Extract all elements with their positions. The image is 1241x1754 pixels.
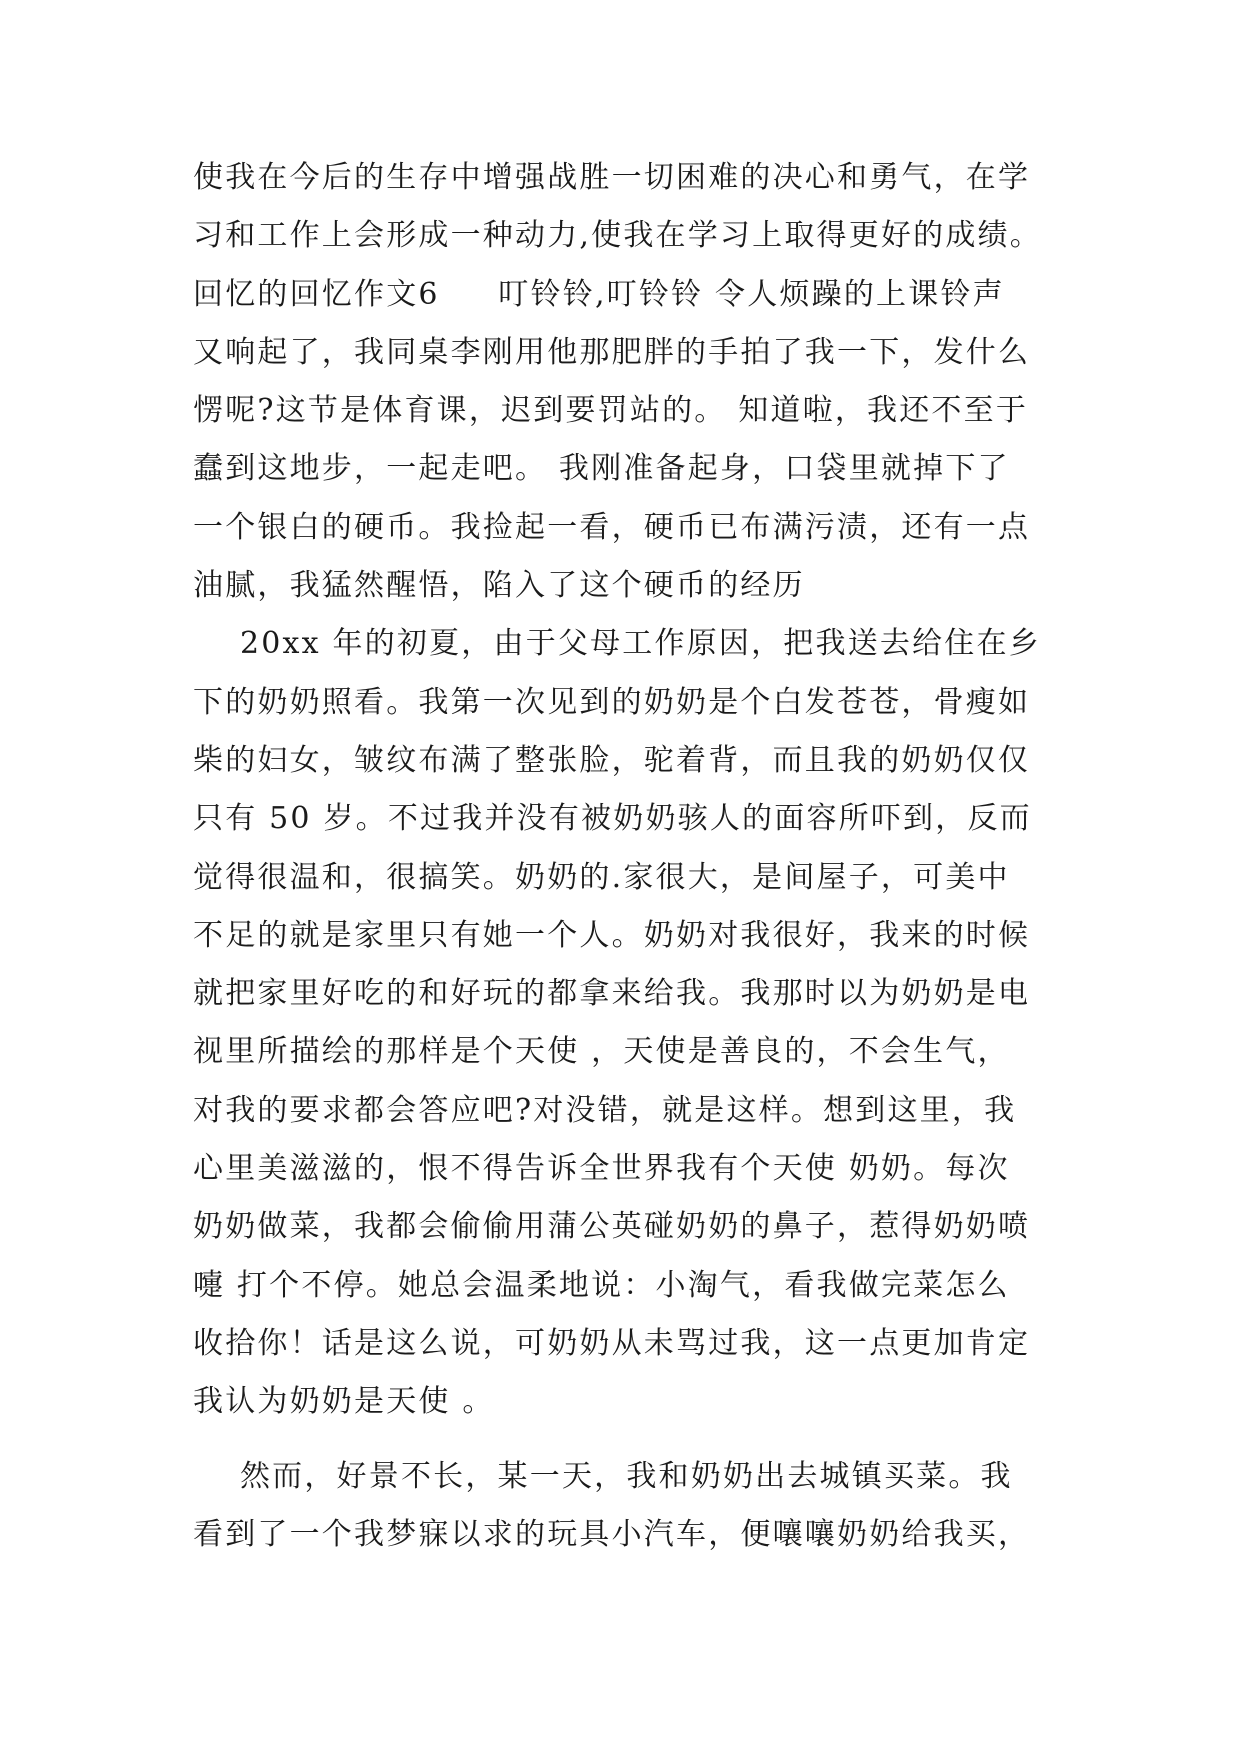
text-line: 油腻，我猛然醒悟，陷入了这个硬币的经历 xyxy=(193,568,805,604)
text-line: 对我的要求都会答应吧?对没错，就是这样。想到这里，我 xyxy=(193,1092,1017,1128)
text-line: 视里所描绘的那样是个天使 ，天使是善良的，不会生气， xyxy=(193,1034,1010,1070)
paragraph-gap xyxy=(193,1441,1073,1457)
text-line: 就把家里好吃的和好玩的都拿来给我。我那时以为奶奶是电 xyxy=(193,976,1031,1012)
text-line: 下的奶奶照看。我第一次见到的奶奶是个白发苍苍，骨瘦如 xyxy=(193,684,1031,720)
text-line: 愣呢?这节是体育课，迟到要罚站的。 知道啦，我还不至于 xyxy=(193,393,1029,429)
paragraph-start-line: 然而，好景不长，某一天，我和奶奶出去城镇买菜。我 xyxy=(193,1458,1013,1494)
paragraph-start-line: 20xx 年的初夏，由于父母工作原因，把我送去给住在乡 xyxy=(193,626,1041,662)
text-line: 嚏 打个不停。她总会温柔地说：小淘气，看我做完菜怎么 xyxy=(193,1267,1010,1303)
text-line: 使我在今后的生存中增强战胜一切困难的决心和勇气，在学 xyxy=(193,160,1031,195)
text-line: 又响起了，我同桌李刚用他那肥胖的手拍了我一下，发什么 xyxy=(193,334,1031,370)
text-line: 一个银白的硬币。我捡起一看，硬币已布满污渍，还有一点 xyxy=(193,509,1031,545)
body-text xyxy=(193,158,1073,1573)
text-line: 回忆的回忆作文6 叮铃铃,叮铃铃 令人烦躁的上课铃声 xyxy=(193,276,1005,312)
text-line: 习和工作上会形成一种动力,使我在学习上取得更好的成绩。 xyxy=(193,218,1042,254)
text-line: 奶奶做菜，我都会偷偷用蒲公英碰奶奶的鼻子，惹得奶奶喷 xyxy=(193,1209,1031,1245)
text-line: 觉得很温和，很搞笑。奶奶的.家很大，是间屋子，可美中 xyxy=(193,859,1010,895)
text-line: 不足的就是家里只有她一个人。奶奶对我很好，我来的时候 xyxy=(193,917,1031,953)
text-line: 我认为奶奶是天使 。 xyxy=(193,1384,495,1420)
text-line: 看到了一个我梦寐以求的玩具小汽车，便嚷嚷奶奶给我买， xyxy=(193,1516,1031,1552)
text-line: 蠢到这地步，一起走吧。 我刚准备起身，口袋里就掉下了 xyxy=(193,451,1010,487)
text-line: 柴的妇女，皱纹布满了整张脸，驼着背，而且我的奶奶仅仅 xyxy=(193,742,1031,778)
text-line: 收拾你！话是这么说，可奶奶从未骂过我，这一点更加肯定 xyxy=(193,1325,1031,1361)
text-line: 心里美滋滋的，恨不得告诉全世界我有个天使 奶奶。每次 xyxy=(193,1151,1010,1187)
text-line: 只有 50 岁。不过我并没有被奶奶骇人的面容所吓到，反而 xyxy=(193,801,1032,837)
